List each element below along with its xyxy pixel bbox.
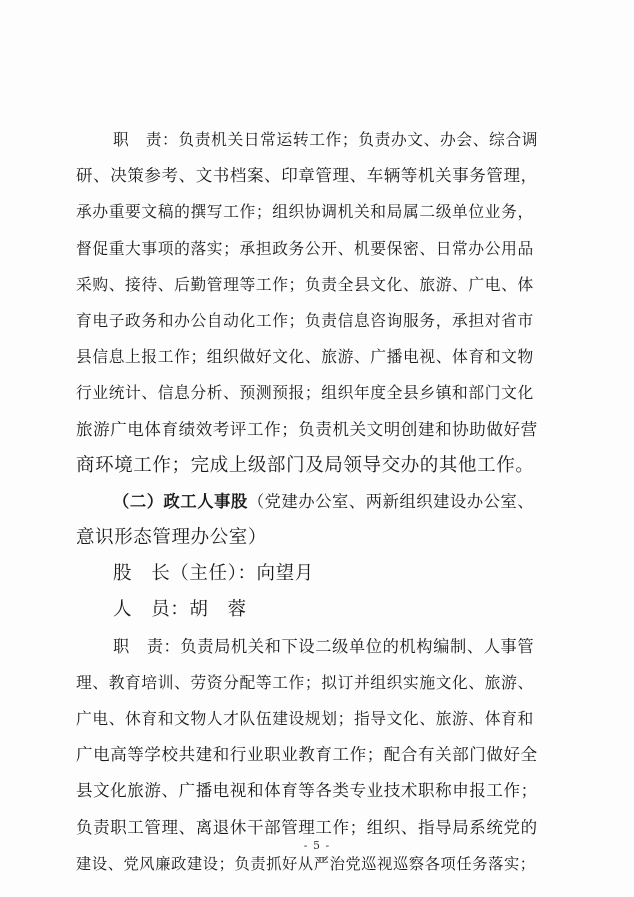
- section-heading: [76, 484, 538, 556]
- page-number: - 5 -: [303, 839, 331, 852]
- text-line: 县信息上报工作；组织做好文化、旅游、广播电视、体育和文物: [76, 347, 534, 367]
- text-line: 职 责：负责机关日常运转工作；负责办文、办会、综合调: [113, 130, 538, 149]
- text-line: 督促重大事项的落实；承担政务公开、机要保密、日常办公用品: [76, 238, 534, 258]
- section-title: （二）政工人事股: [113, 491, 248, 511]
- text-line: 行业统计、信息分析、预测预报；组织年度全县乡镇和部门文化: [76, 383, 534, 403]
- heading-line: [76, 484, 538, 520]
- section-staff: 人 员：胡 蓉: [113, 599, 247, 621]
- text-line: 县文化旅游、广播电视和体育等各类专业技术职称申报工作；: [76, 781, 538, 801]
- text-line: 广电高等学校共建和行业职业教育工作；配合有关部门做好全: [76, 745, 538, 765]
- text-line: 职 责：负责局机关和下设二级单位的机构编制、人事管: [113, 636, 535, 656]
- text-line: 旅游广电体育绩效考评工作；负责机关文明创建和协助做好营: [76, 419, 538, 439]
- text-line: 建设、党风廉政建设；负责抓好从严治党巡视巡察各项任务落实；: [76, 854, 536, 873]
- text-line: 广电、休育和文物人才队伍建设规划；指导文化、旅游、体育和: [76, 709, 534, 728]
- text-line: 育电子政务和办公自动化工作；负责信息咨询服务，承担对省市: [76, 310, 534, 330]
- section-chief: 股 长（主任）：向望月: [113, 563, 314, 585]
- text-line: 采购、接待、后勤管理等工作；负责全县文化、旅游、广电、体: [76, 274, 534, 294]
- text-line: 理、教育培训、劳资分配等工作；拟订并组织实施文化、旅游、: [76, 672, 534, 692]
- heading-continuation: 意识形态管理办公室）: [76, 527, 268, 549]
- document-body: [76, 122, 538, 882]
- text-line: 负责职工管理、离退休干部管理工作；组织、指导局系统党的: [76, 817, 538, 837]
- text-line: 研、决策参考、文书档案、印章管理、车辆等机关事务管理，: [76, 166, 538, 186]
- duties-paragraph-office: [76, 122, 538, 484]
- section-subtitle: （党建办公室、两新组织建设办公室、: [247, 491, 535, 511]
- text-line: 承办重要文稿的撰写工作；组织协调机关和局属二级单位业务，: [76, 202, 534, 222]
- text-line: 商环境工作；完成上级部门及局领导交办的其他工作。: [76, 454, 535, 476]
